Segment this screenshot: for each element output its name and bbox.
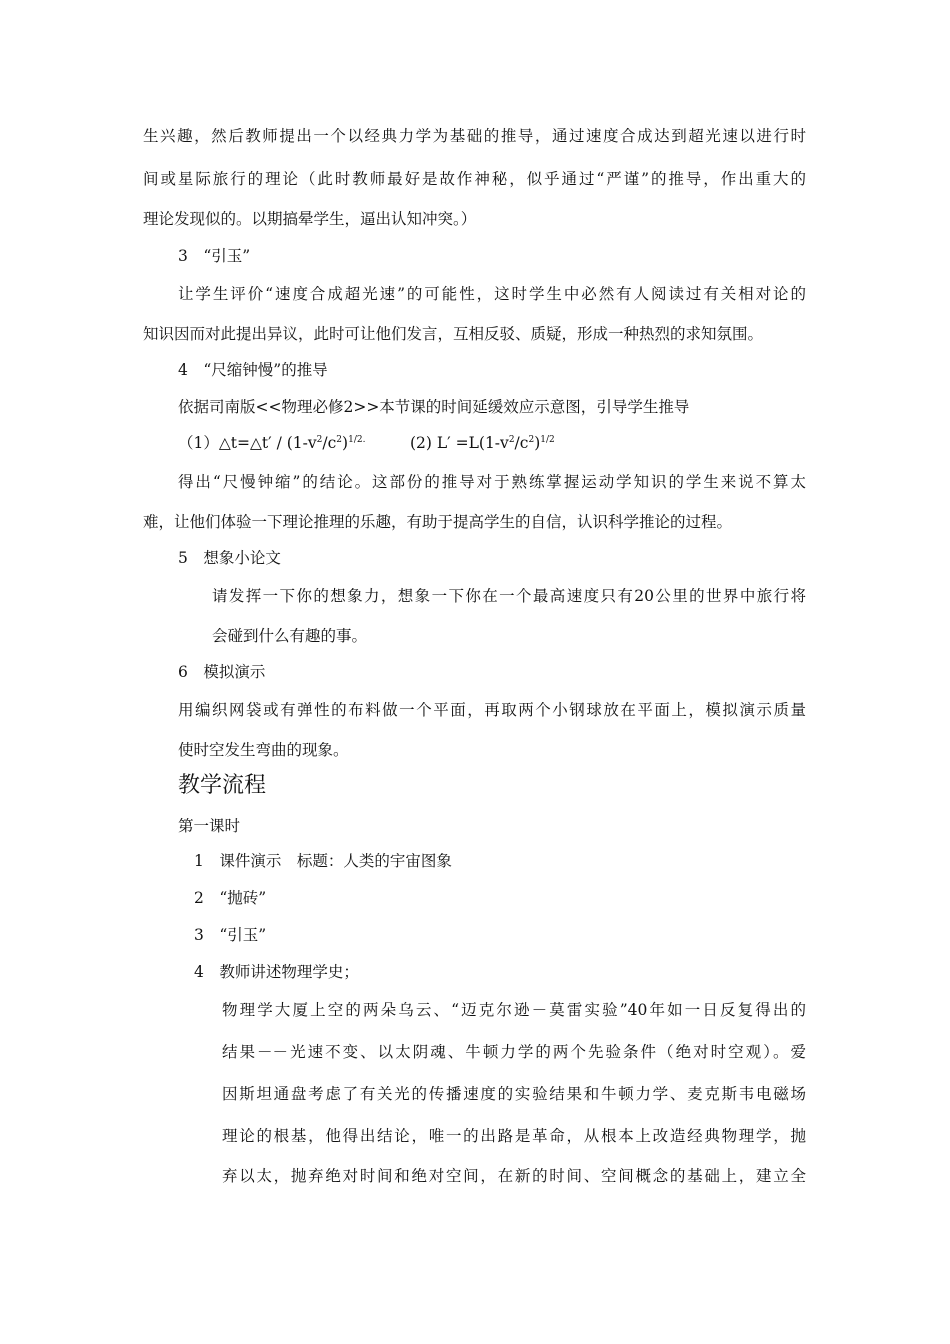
formula-2-sup-c: 1/2 xyxy=(540,435,555,445)
history-line-2: 结果－－光速不变、以太阴魂、牛顿力学的两个先验条件（绝对时空观）。爱 xyxy=(222,1043,806,1061)
formula-1 xyxy=(178,433,365,453)
item4-heading: 4 “尺缩钟慢”的推导 xyxy=(178,361,328,379)
item5-heading: 5 想象小论文 xyxy=(178,549,281,567)
intro-line-3: 理论发现似的。以期搞晕学生，逼出认知冲突。） xyxy=(143,210,477,228)
item4-line-3: 难，让他们体验一下理论推理的乐趣，有助于提高学生的自信，认识科学推论的过程。 xyxy=(143,513,733,531)
intro-line-1: 生兴趣，然后教师提出一个以经典力学为基础的推导，通过速度合成达到超光速以进行时 xyxy=(143,127,806,145)
formula-2-mid: /c xyxy=(514,434,529,452)
flow-step-2: 2 “抛砖” xyxy=(194,889,267,907)
formula-2-prefix: (2) L′ =L(1-v xyxy=(410,434,509,452)
item4-line-1: 依据司南版<<物理必修2>>本节课的时间延缓效应示意图，引导学生推导 xyxy=(178,398,690,416)
item5-line-2: 会碰到什么有趣的事。 xyxy=(212,627,368,645)
flow-step-1: 1 课件演示 标题：人类的宇宙图象 xyxy=(194,852,452,870)
item4-line-2: 得出“尺慢钟缩”的结论。这部份的推导对于熟练掌握运动学知识的学生来说不算太 xyxy=(178,473,806,491)
formula-1-close: ) xyxy=(342,434,349,452)
history-line-1: 物理学大厦上空的两朵乌云、“迈克尔逊－莫雷实验”40年如一日反复得出的 xyxy=(222,1001,806,1019)
formula-2 xyxy=(410,433,555,453)
item3-line-2: 知识因而对此提出异议，此时可让他们发言，互相反驳、质疑，形成一种热烈的求知氛围。 xyxy=(143,325,764,343)
formula-2-sup-b: 2 xyxy=(528,435,535,445)
teaching-flow-title: 教学流程 xyxy=(178,773,267,798)
history-line-3: 因斯坦通盘考虑了有关光的传播速度的实验结果和牛顿力学、麦克斯韦电磁场 xyxy=(222,1085,806,1103)
formula-1-prefix: （1）△t=△t′ / (1-v xyxy=(178,434,317,452)
flow-step-4: 4 教师讲述物理学史； xyxy=(194,963,359,981)
flow-step-3: 3 “引玉” xyxy=(194,926,267,944)
formula-1-sup-a: 2 xyxy=(316,435,323,445)
formula-1-sup-c: 1/2. xyxy=(348,435,366,445)
formula-2-sup-a: 2 xyxy=(508,435,515,445)
item3-heading: 3 “引玉” xyxy=(178,247,251,265)
lesson-label: 第一课时 xyxy=(178,817,241,835)
item3-line-1: 让学生评价“速度合成超光速”的可能性，这时学生中必然有人阅读过有关相对论的 xyxy=(178,285,806,303)
item6-line-1: 用编织网袋或有弹性的布料做一个平面，再取两个小钢球放在平面上，模拟演示质量 xyxy=(178,701,806,719)
history-line-5: 弃以太，抛弃绝对时间和绝对空间，在新的时间、空间概念的基础上，建立全 xyxy=(222,1167,806,1185)
history-line-4: 理论的根基，他得出结论，唯一的出路是革命，从根本上改造经典物理学，抛 xyxy=(222,1127,806,1145)
formula-1-mid: /c xyxy=(322,434,337,452)
intro-line-2: 间或星际旅行的理论（此时教师最好是故作神秘，似乎通过“严谨”的推导，作出重大的 xyxy=(143,170,806,188)
formula-1-sup-b: 2 xyxy=(336,435,343,445)
item6-heading: 6 模拟演示 xyxy=(178,663,266,681)
item5-line-1: 请发挥一下你的想象力，想象一下你在一个最高速度只有20公里的世界中旅行将 xyxy=(212,587,806,605)
formula-2-close: ) xyxy=(534,434,541,452)
item6-line-2: 使时空发生弯曲的现象。 xyxy=(178,741,349,759)
